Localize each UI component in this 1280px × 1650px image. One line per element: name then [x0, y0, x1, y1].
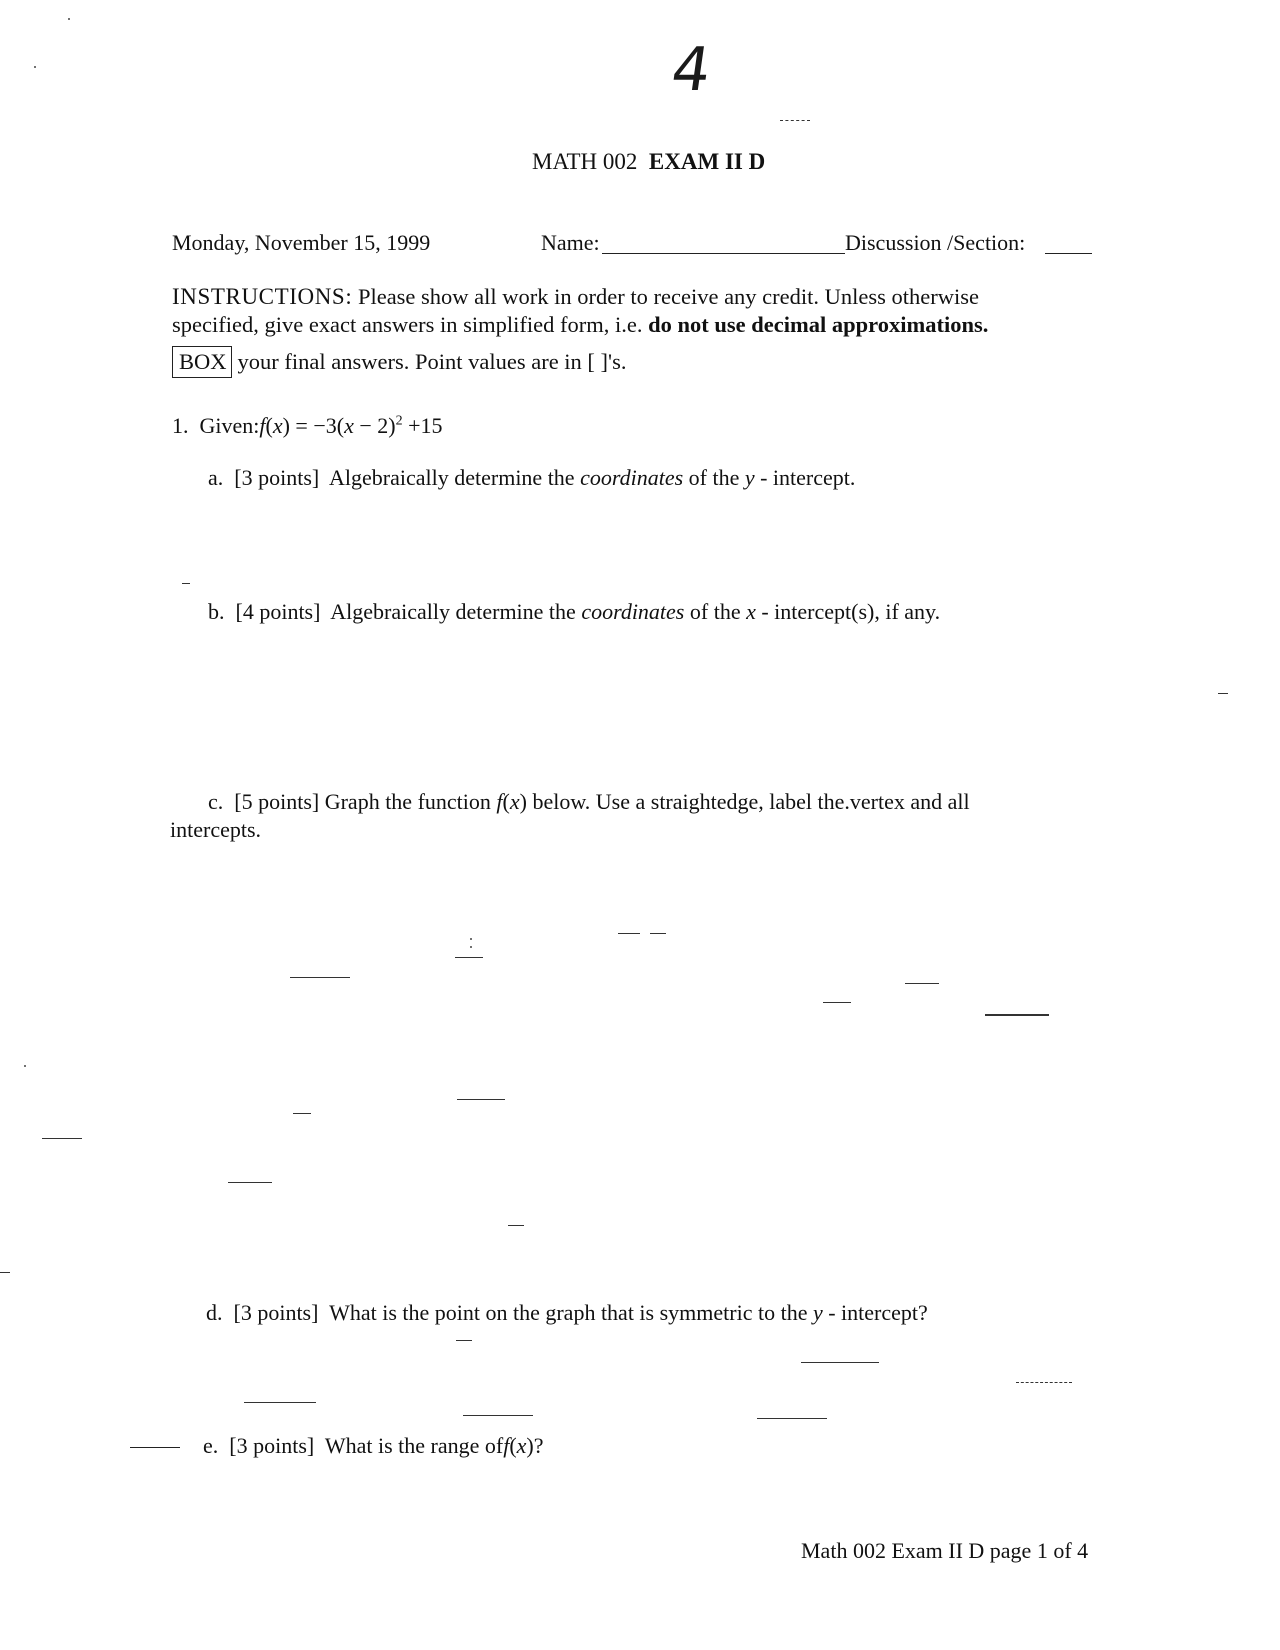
exam-date: Monday, November 15, 1999: [172, 230, 431, 255]
margin-dash-mark: [130, 1447, 180, 1448]
scan-mark: [757, 1418, 827, 1419]
part-text: ?: [533, 1433, 544, 1458]
scan-mark: [0, 1272, 10, 1273]
expr-lhs-close: ) = −3(: [282, 413, 345, 438]
instructions-heading: INSTRUCTIONS:: [172, 284, 353, 309]
question-1b: [208, 598, 940, 626]
handwritten-grade: 4: [667, 35, 716, 105]
scan-mark: [293, 1113, 311, 1114]
exam-name: EXAM II D: [648, 149, 766, 174]
expr-inner-var: x: [344, 413, 354, 438]
part-text: Algebraically determine the: [329, 465, 575, 490]
box-word: BOX: [172, 346, 232, 378]
instructions-text-2: specified, give exact answers in simplified form, i.e.: [172, 312, 643, 337]
function-name: f: [496, 789, 503, 814]
function-var: x: [509, 789, 520, 814]
expr-minus-two: − 2): [353, 413, 396, 438]
function-name: f: [259, 413, 266, 438]
part-variable: x: [746, 599, 756, 624]
part-text: below. Use a straightedge, label the.vertex and all: [532, 789, 970, 814]
part-text: Algebraically determine the: [330, 599, 576, 624]
section-field-line[interactable]: [1045, 253, 1092, 254]
scan-mark: [650, 933, 666, 934]
page-footer: Math 002 Exam II D page 1 of 4: [801, 1538, 1089, 1563]
course-code: MATH 002: [532, 149, 638, 174]
part-text: What is the range of: [324, 1433, 504, 1458]
scan-dot: [68, 18, 70, 20]
function-var: x: [516, 1433, 527, 1458]
part-variable: y: [744, 465, 755, 490]
scan-mark: [290, 977, 350, 978]
question-1e: e. [3 points] What is the range off(x)?: [203, 1433, 544, 1458]
function-var: x: [272, 413, 283, 438]
part-text: of the: [688, 465, 740, 490]
question-1c-continuation: intercepts.: [170, 817, 262, 842]
part-text: - intercept(s), if any.: [761, 599, 941, 624]
function-name: f: [503, 1433, 510, 1458]
part-text: - intercept?: [828, 1300, 928, 1325]
scan-mark: [456, 1340, 472, 1341]
question-1a: [208, 464, 855, 492]
scan-mark: [618, 933, 640, 934]
question-1-given: 1. Given:f(x) = $-3(x - 2)^2 +15$: [172, 413, 443, 438]
part-points: [3 points]: [234, 465, 320, 490]
instructions-emphasis: do not use decimal approximations.: [648, 312, 989, 337]
scan-dot: [34, 66, 36, 68]
question-1d: [206, 1299, 928, 1327]
instructions-line-3: [172, 346, 626, 378]
scan-mark: [244, 1402, 316, 1403]
part-italic-word: coordinates: [581, 599, 685, 624]
scan-mark: [780, 120, 810, 121]
part-text: Graph the function: [324, 789, 491, 814]
part-points: [3 points]: [229, 1433, 315, 1458]
scan-dot: [470, 938, 472, 940]
question-number: 1.: [172, 413, 189, 438]
part-label: d.: [206, 1300, 223, 1325]
part-text: of the: [689, 599, 741, 624]
scan-mark: [463, 1415, 533, 1416]
scan-mark: [457, 1099, 505, 1100]
instructions-line-2: [172, 311, 988, 339]
part-label: c.: [208, 789, 224, 814]
scan-mark: [182, 583, 190, 584]
given-label: Given:: [199, 413, 260, 438]
scan-dot: [470, 946, 472, 948]
instructions-text-1: Please show all work in order to receive any credit. Unless otherwise: [357, 284, 979, 309]
scan-mark: [985, 1014, 1049, 1016]
expr-exponent: 2: [395, 413, 403, 429]
expr-tail: +15: [402, 413, 443, 438]
part-variable: y: [812, 1300, 823, 1325]
part-label: a.: [208, 465, 224, 490]
scan-mark: [905, 983, 939, 984]
exam-title: [532, 147, 765, 176]
scan-dot: [24, 1065, 26, 1067]
part-points: [3 points]: [233, 1300, 319, 1325]
instructions-text-3: your final answers. Point values are in [ ]'s.: [237, 349, 627, 374]
part-points: [5 points]: [234, 789, 320, 814]
part-text: What is the point on the graph that is symmetric to the: [329, 1300, 808, 1325]
part-label: e.: [203, 1433, 219, 1458]
scan-mark: [823, 1002, 851, 1003]
scan-mark: [1218, 693, 1228, 694]
question-1c: c. [5 points] Graph the function f(x) below. Use a straightedge, label the.vertex and all: [208, 789, 970, 814]
scan-mark: [508, 1225, 524, 1226]
part-italic-word: coordinates: [580, 465, 684, 490]
part-label: b.: [208, 599, 225, 624]
section-label: Discussion /Section:: [845, 230, 1026, 255]
scan-mark: [455, 957, 483, 958]
part-points: [4 points]: [235, 599, 321, 624]
scan-mark: [801, 1362, 879, 1363]
scan-mark: [228, 1182, 272, 1183]
name-field-line[interactable]: [602, 253, 845, 254]
scan-mark: [42, 1138, 82, 1139]
part-text: - intercept.: [760, 465, 856, 490]
scan-mark: [1016, 1382, 1072, 1383]
instructions-line-1: [172, 283, 979, 311]
name-label: Name:: [541, 230, 600, 255]
